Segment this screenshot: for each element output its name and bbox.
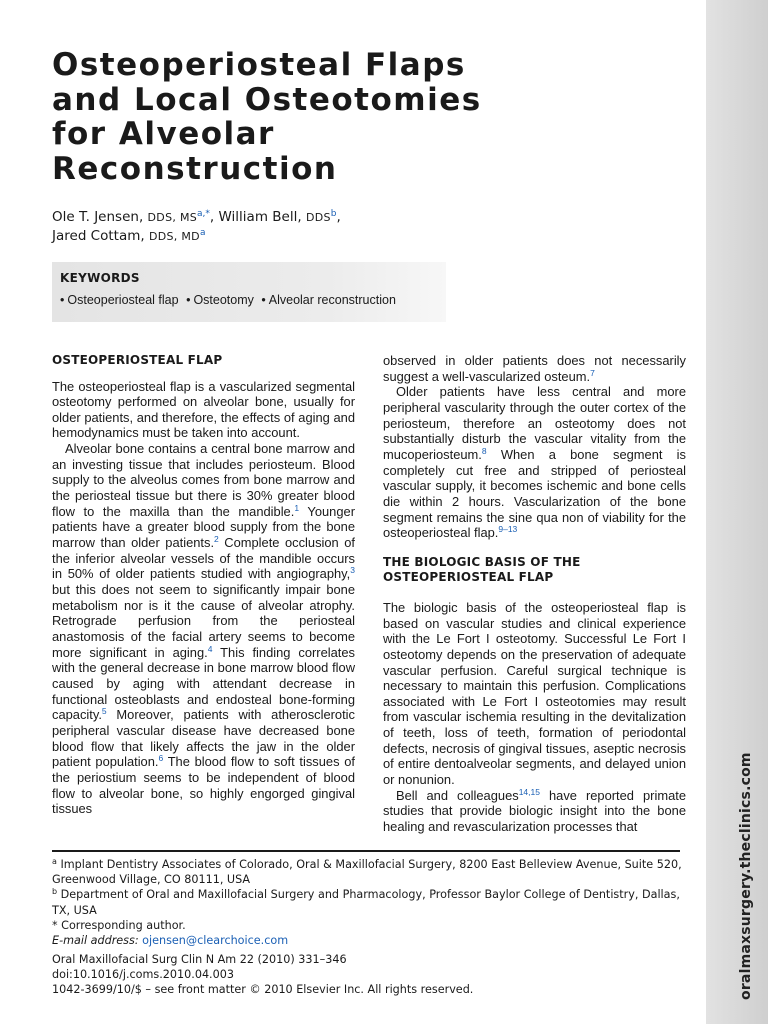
reference-link[interactable]: 6: [158, 753, 164, 764]
author-degree: DDS, MD: [148, 230, 200, 243]
body-paragraph: observed in older patients does not necessarily suggest a well-vascularized osteum.$^7$: [383, 353, 686, 384]
bullet-icon: •: [186, 293, 191, 307]
doi-link[interactable]: doi:10.1016/j.coms.2010.04.003: [52, 968, 234, 982]
email-line: [52, 933, 682, 948]
author-name: Ole T. Jensen,: [52, 209, 144, 225]
affiliation-mark[interactable]: b: [330, 209, 337, 219]
body-paragraph: Bell and colleagues$^{14,15}$ have reported primate studies that provide biologic insight into the bone healing and revascularization processes that: [383, 786, 686, 835]
reference-link[interactable]: 8: [481, 445, 487, 456]
author-separator: ,: [336, 209, 341, 225]
author-degree: DDS, MS: [147, 211, 198, 224]
corresponding-author: * Corresponding author.: [52, 918, 186, 932]
keyword-item: Osteoperiosteal flap: [67, 293, 179, 307]
author-name: Jared Cottam,: [52, 228, 145, 244]
section-heading: OSTEOPERIOSTEAL FLAP: [52, 353, 223, 367]
journal-citation: Oral Maxillofacial Surg Clin N Am 22 (2010) 331–346: [52, 953, 347, 966]
citation-block: [52, 952, 652, 998]
title-line: Reconstruction: [52, 150, 338, 187]
body-column-left: [52, 353, 355, 817]
reference-link[interactable]: 1: [294, 502, 300, 513]
reference-link[interactable]: 4: [207, 643, 213, 654]
reference-link[interactable]: 5: [101, 706, 107, 717]
footnote-divider: [52, 850, 680, 852]
journal-sidebar: [706, 0, 768, 1024]
body-paragraph: Older patients have less central and more peripheral vascularity through the outer cortex of the periosteum, therefore an osteotomy does not substantially disturb the vascular vitality from the mucoperiosteum.$^8$ When a bone segment is completely cut free and stripped of periosteal vascular supply, it becomes ischemic and bone cells die within 2 hours. Vascularization of the bone segment remains the sine qua non of viability for the osteoperiosteal flap.$^{9-13}$: [383, 384, 686, 541]
author-line: [52, 208, 632, 227]
reference-link[interactable]: 3: [350, 565, 355, 576]
bullet-icon: •: [60, 293, 65, 307]
footnote-b: $^b$ Department of Oral and Maxillofacial Surgery and Pharmacology, Professor Baylor College of Dentistry, Dallas, TX, USA: [52, 887, 680, 917]
footnote-a: $^a$ Implant Dentistry Associates of Colorado, Oral & Maxillofacial Surgery, 8200 East Belleview Avenue, Suite 520, Greenwood Village, CO 80111, USA: [52, 857, 682, 887]
keywords-list: [60, 293, 396, 307]
affiliation-mark[interactable]: a,*: [197, 209, 210, 219]
reference-link[interactable]: 2: [214, 534, 219, 545]
reference-link[interactable]: 9–13: [498, 524, 518, 535]
reference-link[interactable]: 7: [590, 367, 595, 378]
body-column-right: [383, 353, 686, 835]
bullet-icon: •: [261, 293, 266, 307]
keyword-item: Osteotomy: [193, 293, 254, 307]
keyword-item: Alveolar reconstruction: [268, 293, 396, 307]
affiliation-mark[interactable]: a: [199, 228, 206, 238]
title-line: and Local Osteotomies: [52, 81, 482, 118]
article-title: [52, 48, 612, 186]
keywords-box: [52, 262, 446, 322]
keywords-heading: KEYWORDS: [60, 271, 140, 285]
copyright-line: 1042-3699/10/$ – see front matter © 2010 Elsevier Inc. All rights reserved.: [52, 983, 474, 997]
author-degree: DDS: [305, 211, 331, 224]
reference-link[interactable]: 14,15: [518, 786, 540, 797]
footnotes: [52, 857, 682, 948]
email-link[interactable]: ojensen@clearchoice.com: [142, 934, 289, 948]
body-paragraph: The biologic basis of the osteoperiosteal flap is based on vascular studies and clinical experience with the Le Fort I osteotomy. Successful Le Fort I osteotomy depends on the preservation of adequate vascular perfusion. Careful surgical technique is necessary to maintain this perfusion. Complications associated with Le Fort I osteotomies may result from vascular ischemia resulting in the devitalization of teeth, loss of teeth, formation of periodontal defects, necrosis of gingival tissues, aseptic necrosis of entire dentoalveolar segments, and delayed union or nonunion.: [383, 599, 686, 788]
author-name: , William Bell,: [209, 209, 302, 225]
author-line: [52, 227, 632, 246]
journal-url[interactable]: oralmaxsurgery.theclinics.com: [738, 752, 754, 1000]
body-paragraph: Alveolar bone contains a central bone marrow and an investing tissue that includes periosteum. Blood supply to the alveolus comes from bone marrow and the periosteal tissue but there is 30% greater blood flow to the maxilla than the mandible.$^1$ Younger patients have a greater blood supply from the bone marrow than older patients.$^2$ Complete occlusion of the inferior alveolar vessels of the mandible occurs in 50% of older patients studied with angiography,$^3$ but this does not seem to significantly impair bone metabolism nor is it the cause of alveolar atrophy. Retrograde perfusion from the periosteal anastomosis of the facial artery seems to become more significant in aging.$^4$ This finding correlates with the general decrease in bone marrow blood flow caused by aging with attendant decrease in functional osteoblasts and endosteal bone-forming capacity.$^5$ Moreover, patients with atherosclerotic peripheral vascular disease have decreased bone blood flow that likely affects the jaw in the older patient population.$^6$ The blood flow to soft tissues of the periostium seems to be independent of blood flow to alveolar bone, so highly engorged gingival tissues: [52, 441, 355, 817]
title-line: for Alveolar: [52, 116, 275, 152]
body-paragraph: The osteoperiosteal flap is a vascularized segmental osteotomy performed on alveolar bone, usually for older patients, and therefore, the effects of aging and hemodynamics must be taken into account.: [52, 378, 355, 441]
section-heading: THE BIOLOGIC BASIS OF THE OSTEOPERIOSTEAL FLAP: [383, 554, 581, 585]
author-list: [52, 208, 632, 246]
title-line: Osteoperiosteal Flaps: [52, 47, 466, 83]
email-label: E-mail address:: [52, 934, 139, 948]
